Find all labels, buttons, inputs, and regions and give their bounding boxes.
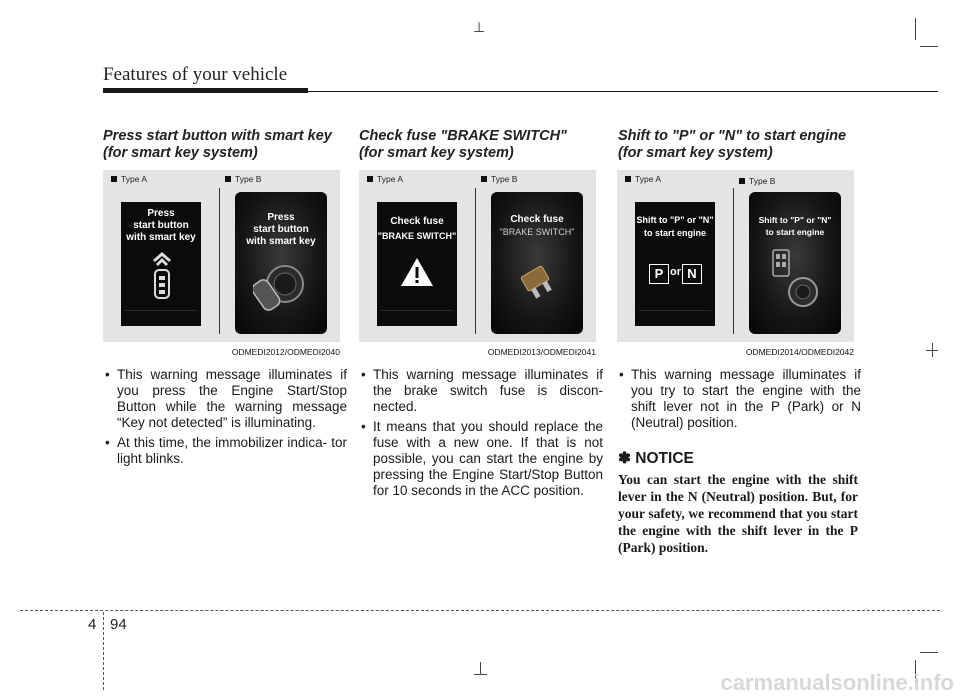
header-rule xyxy=(103,91,938,92)
figure-divider xyxy=(475,188,476,334)
cluster-screen-type-a xyxy=(377,202,457,326)
bullet-item: • This warning message illuminates if the brake switch fuse is discon- nected. xyxy=(359,367,603,415)
screen-b-line-2: "BRAKE SWITCH" xyxy=(499,227,575,237)
chapter-number: 4 xyxy=(88,616,97,633)
cluster-screen-type-b xyxy=(235,192,327,334)
screen-a-line-2: to start engine xyxy=(643,228,706,238)
key-fob-start-button-icon xyxy=(253,258,309,314)
figure-divider xyxy=(733,188,734,334)
crop-mark-top: ⊥ xyxy=(473,20,486,36)
screen-b-line-2: to start engine xyxy=(765,227,825,237)
gear-indicator xyxy=(649,264,701,284)
page-number: 94 xyxy=(110,616,127,633)
warning-triangle-icon xyxy=(399,256,435,288)
gear-or-text: or xyxy=(670,266,681,278)
crop-mark-right-h xyxy=(926,350,938,351)
screen-b-line-1: Check fuse xyxy=(510,214,564,225)
figure-divider xyxy=(219,188,220,334)
figure-check-fuse xyxy=(359,170,596,342)
type-a-label: Type A xyxy=(625,174,661,184)
screen-a-line-1: Press xyxy=(147,208,175,219)
notice-body: You can start the engine with the shift lever in the N (Neutral) position. But, for your safety, we recommend that you start the engine with the shift lever in the P (Park) position. xyxy=(618,472,858,555)
notice-heading: ✽ NOTICE xyxy=(618,450,694,467)
figure-shift-p-or-n xyxy=(617,170,854,342)
section-title-press-start: Press start button with smart key (for smart key system) xyxy=(103,128,332,161)
image-code: ODMEDI2013/ODMEDI2041 xyxy=(487,347,596,357)
image-code: ODMEDI2012/ODMEDI2040 xyxy=(231,347,340,357)
crop-mark-top-right-v xyxy=(915,18,916,40)
shifter-and-start-button-icon xyxy=(771,248,821,310)
screen-a-line-3: with smart key xyxy=(126,232,196,243)
type-a-label: Type A xyxy=(367,174,403,184)
screen-a-line-2: "BRAKE SWITCH" xyxy=(377,231,457,241)
screen-b-line-1: Shift to "P" or "N" xyxy=(758,215,832,225)
gear-p-box: P xyxy=(649,264,669,284)
gear-n-box: N xyxy=(682,264,702,284)
screen-b-line-3: with smart key xyxy=(246,236,316,247)
bullet-item: • This warning message illuminates if you try to start the engine with the shift lever not in the P (Park) or N (Neutral) position. xyxy=(617,367,861,431)
screen-a-line-2: start button xyxy=(133,220,189,231)
bullet-list xyxy=(617,367,861,435)
section-title-shift-to-p-or-n: Shift to "P" or "N" to start engine (for smart key system) xyxy=(618,128,847,161)
crop-mark-top-right-h xyxy=(920,46,938,47)
screen-b-line-1: Press xyxy=(267,212,295,223)
section-title-check-fuse: Check fuse "BRAKE SWITCH" (for smart key system) xyxy=(359,128,567,161)
type-b-label: Type B xyxy=(739,176,775,186)
chapter-title: Features of your vehicle xyxy=(103,64,288,85)
fuse-icon xyxy=(517,262,557,302)
type-b-label: Type B xyxy=(481,174,517,184)
bullet-list xyxy=(103,367,347,471)
image-code: ODMEDI2014/ODMEDI2042 xyxy=(745,347,854,357)
crop-mark-bottom-v xyxy=(480,662,481,674)
bullet-item: • It means that you should replace the fuse with a new one. If that is not possible, you can start the engine by pressing the Engine Start/Stop Button for 10 seconds in the ACC position. xyxy=(359,419,603,499)
cluster-screen-type-a xyxy=(635,202,715,326)
type-b-label: Type B xyxy=(225,174,261,184)
screen-a-line-1: Check fuse xyxy=(390,216,444,227)
bullet-item: • At this time, the immobilizer indica- tor light blinks. xyxy=(103,435,347,467)
footer-dashed-rule xyxy=(20,610,940,611)
cluster-screen-type-b xyxy=(749,192,841,334)
footer-dashed-divider xyxy=(103,612,104,690)
figure-press-start xyxy=(103,170,340,342)
crop-mark-bottom-right-h xyxy=(920,652,938,653)
bullet-item: • This warning message illuminates if you press the Engine Start/Stop Button while the warning message “Key not detected” is illuminating. xyxy=(103,367,347,431)
crop-mark-bottom-h xyxy=(474,674,487,675)
type-a-label: Type A xyxy=(111,174,147,184)
screen-b-line-2: start button xyxy=(253,224,309,235)
screen-a-line-1: Shift to "P" or "N" xyxy=(636,215,714,225)
cluster-screen-type-a xyxy=(121,202,201,326)
watermark: carmanualsonline.info xyxy=(720,670,954,695)
cluster-screen-type-b xyxy=(491,192,583,334)
smart-key-icon xyxy=(149,250,175,302)
bullet-list xyxy=(359,367,603,503)
